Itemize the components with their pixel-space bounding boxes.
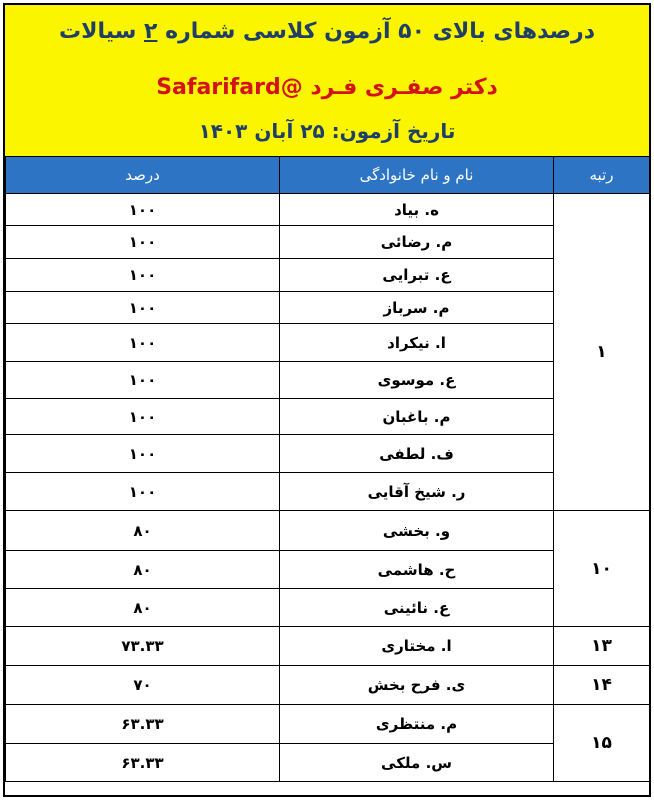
table-row xyxy=(6,744,650,782)
name-cell: ع. موسوی xyxy=(280,362,554,399)
percent-cell: ۱۰۰ xyxy=(6,194,280,226)
rank-cell: ۱۴ xyxy=(554,666,650,705)
percent-cell: ۱۰۰ xyxy=(6,259,280,292)
rank-cell: ۱ xyxy=(554,194,650,511)
table-row xyxy=(6,705,650,744)
name-cell: ا. مختاری xyxy=(280,627,554,666)
name-cell: و. بخشی xyxy=(280,511,554,551)
percent-cell: ۱۰۰ xyxy=(6,362,280,399)
percent-cell: ۷۰ xyxy=(6,666,280,705)
percent-cell: ۱۰۰ xyxy=(6,399,280,435)
table-row xyxy=(6,324,650,362)
table-row xyxy=(6,551,650,589)
name-cell: م. منتظری xyxy=(280,705,554,744)
table-row xyxy=(6,259,650,292)
percent-cell: ۶۳.۳۳ xyxy=(6,744,280,782)
percent-cell: ۱۰۰ xyxy=(6,324,280,362)
column-header-name: نام و نام خانوادگی xyxy=(280,157,554,194)
percent-cell: ۱۰۰ xyxy=(6,292,280,324)
table-header-row xyxy=(6,157,650,194)
results-table xyxy=(5,156,650,782)
percent-cell: ۱۰۰ xyxy=(6,226,280,259)
name-cell: ع. تبرایی xyxy=(280,259,554,292)
name-cell: م. سرباز xyxy=(280,292,554,324)
name-cell: ا. نیکراد xyxy=(280,324,554,362)
name-cell: ی. فرح بخش xyxy=(280,666,554,705)
page-title: درصدهای بالای ۵۰ آزمون کلاسی شماره ۲ سیالات xyxy=(58,19,596,44)
name-cell: ح. هاشمی xyxy=(280,551,554,589)
table-body xyxy=(6,194,650,782)
rank-cell: ۱۵ xyxy=(554,705,650,782)
percent-cell: ۸۰ xyxy=(6,589,280,627)
column-header-percent: درصد xyxy=(6,157,280,194)
percent-cell: ۸۰ xyxy=(6,551,280,589)
table-row xyxy=(6,194,650,226)
table-row xyxy=(6,226,650,259)
percent-cell: ۸۰ xyxy=(6,511,280,551)
name-cell: ع. نائینی xyxy=(280,589,554,627)
table-row xyxy=(6,511,650,551)
name-cell: ف. لطفی xyxy=(280,435,554,473)
table-row xyxy=(6,627,650,666)
results-sheet xyxy=(3,3,651,797)
name-cell: م. رضائی xyxy=(280,226,554,259)
table-row xyxy=(6,435,650,473)
name-cell: م. باغبان xyxy=(280,399,554,435)
percent-cell: ۱۰۰ xyxy=(6,435,280,473)
column-header-rank: رتبه xyxy=(554,157,650,194)
name-cell: ر. شیخ آقایی xyxy=(280,473,554,511)
table-row xyxy=(6,473,650,511)
table-row xyxy=(6,362,650,399)
name-cell: ه. بیاد xyxy=(280,194,554,226)
table-row xyxy=(6,292,650,324)
header-banner xyxy=(5,5,649,157)
author-line: دکتر صفـری فـرد @Safarifard xyxy=(156,75,498,100)
table-row xyxy=(6,399,650,435)
table-row xyxy=(6,666,650,705)
rank-cell: ۱۰ xyxy=(554,511,650,627)
exam-date: تاریخ آزمون: ۲۵ آبان ۱۴۰۳ xyxy=(198,119,456,143)
rank-cell: ۱۳ xyxy=(554,627,650,666)
percent-cell: ۱۰۰ xyxy=(6,473,280,511)
percent-cell: ۷۳.۳۳ xyxy=(6,627,280,666)
table-row xyxy=(6,589,650,627)
name-cell: س. ملکی xyxy=(280,744,554,782)
percent-cell: ۶۳.۳۳ xyxy=(6,705,280,744)
